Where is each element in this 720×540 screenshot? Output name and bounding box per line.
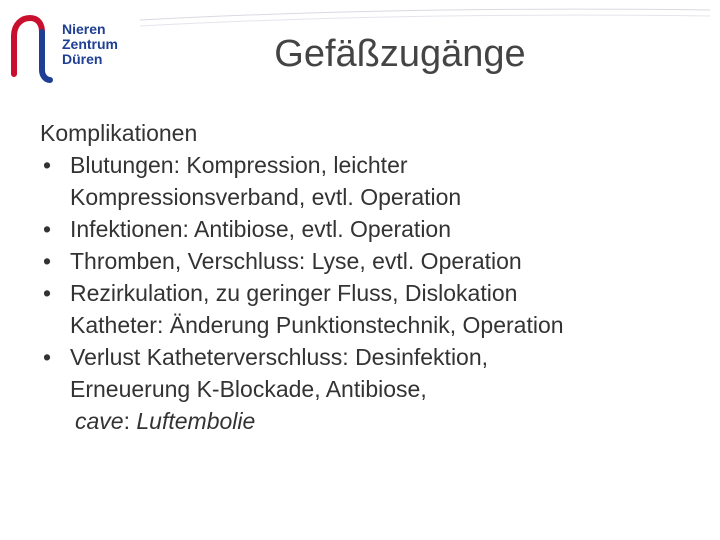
bullet-text-cont: Katheter: Änderung Punktionstechnik, Operation: [70, 312, 564, 338]
bullet-list: [40, 149, 700, 437]
bullet-text: Rezirkulation, zu geringer Fluss, Dislokation: [70, 280, 518, 306]
bullet-text: Thromben, Verschluss: Lyse, evtl. Operation: [70, 248, 522, 274]
bullet-text: Blutungen: Kompression, leichter: [70, 152, 408, 178]
list-item: [40, 149, 700, 213]
bullet-text: Verlust Katheterverschluss: Desinfektion,: [70, 344, 489, 370]
list-item: [40, 277, 700, 341]
bullet-marker: •: [43, 280, 52, 306]
section-heading: Komplikationen: [40, 120, 198, 146]
list-item: [40, 245, 700, 277]
bullet-marker: •: [43, 344, 52, 370]
logo-line-2: Zentrum: [62, 36, 118, 52]
slide-body: [40, 117, 700, 437]
list-item: [40, 341, 700, 437]
bullet-text-cont: Erneuerung K-Blockade, Antibiose,: [70, 376, 427, 402]
logo-line-1: Nieren: [62, 21, 106, 37]
cave-rest: Luftembolie: [136, 408, 256, 434]
bullet-text-cont: Kompressionsverband, evtl. Operation: [70, 184, 462, 210]
cave-word: cave: [75, 408, 124, 434]
slide-title: Gefäßzugänge: [274, 33, 526, 75]
cave-note: [70, 405, 700, 437]
bullet-marker: •: [43, 216, 52, 242]
cave-colon: :: [123, 408, 137, 434]
list-item: [40, 213, 700, 245]
slide-header: [0, 0, 720, 90]
bullet-marker: •: [43, 248, 52, 274]
bullet-text: Infektionen: Antibiose, evtl. Operation: [70, 216, 452, 242]
bullet-marker: •: [43, 152, 52, 178]
logo-line-3: Düren: [62, 51, 103, 67]
